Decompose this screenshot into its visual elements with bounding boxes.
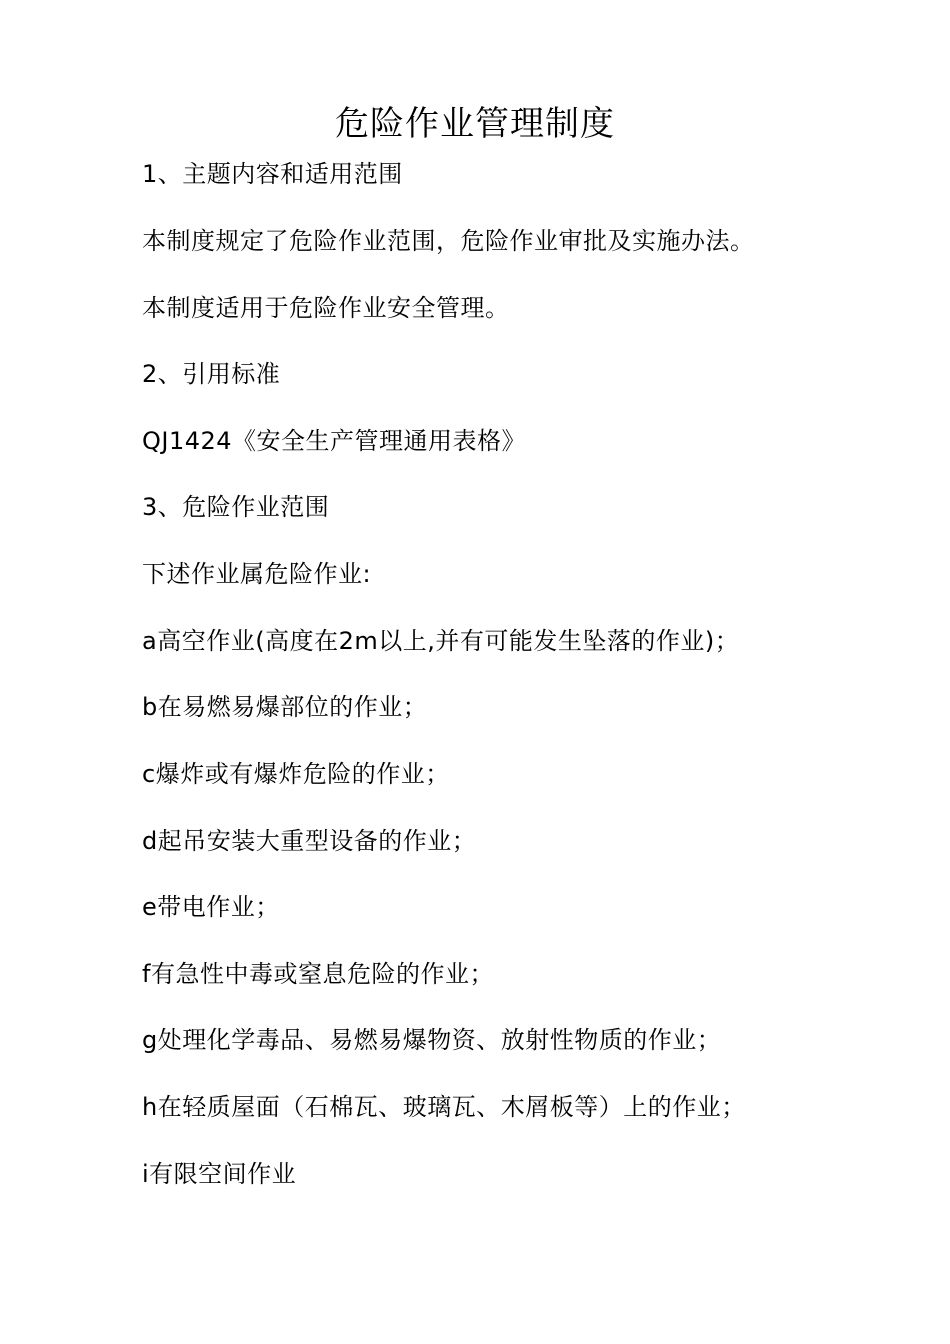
section-heading-references: 2、引用标准 xyxy=(142,360,281,388)
document-title: 危险作业管理制度 xyxy=(335,104,615,144)
list-item-i: i有限空间作业 xyxy=(142,1160,297,1188)
reference-standard: QJ1424《安全生产管理通用表格》 xyxy=(142,427,527,455)
section-heading-hazard-range: 3、危险作业范围 xyxy=(142,493,330,521)
paragraph-hazard-intro: 下述作业属危险作业: xyxy=(142,560,372,588)
list-item-h: h在轻质屋面（石棉瓦、玻璃瓦、木屑板等）上的作业； xyxy=(142,1093,746,1121)
list-item-e: e带电作业； xyxy=(142,893,280,921)
list-item-d: d起吊安装大重型设备的作业； xyxy=(142,827,477,855)
paragraph-scope-applicability: 本制度适用于危险作业安全管理。 xyxy=(142,294,510,322)
list-item-b: b在易燃易爆部位的作业； xyxy=(142,693,428,721)
list-item-g: g处理化学毒品、易燃易爆物资、放射性物质的作业； xyxy=(142,1026,722,1054)
paragraph-scope-definition: 本制度规定了危险作业范围，危险作业审批及实施办法。 xyxy=(142,227,755,255)
list-item-f: f有急性中毒或窒息危险的作业； xyxy=(142,960,494,988)
section-heading-scope: 1、主题内容和适用范围 xyxy=(142,160,403,188)
list-item-a: a高空作业(高度在2m以上,并有可能发生坠落的作业)； xyxy=(142,627,740,655)
list-item-c: c爆炸或有爆炸危险的作业； xyxy=(142,760,450,788)
